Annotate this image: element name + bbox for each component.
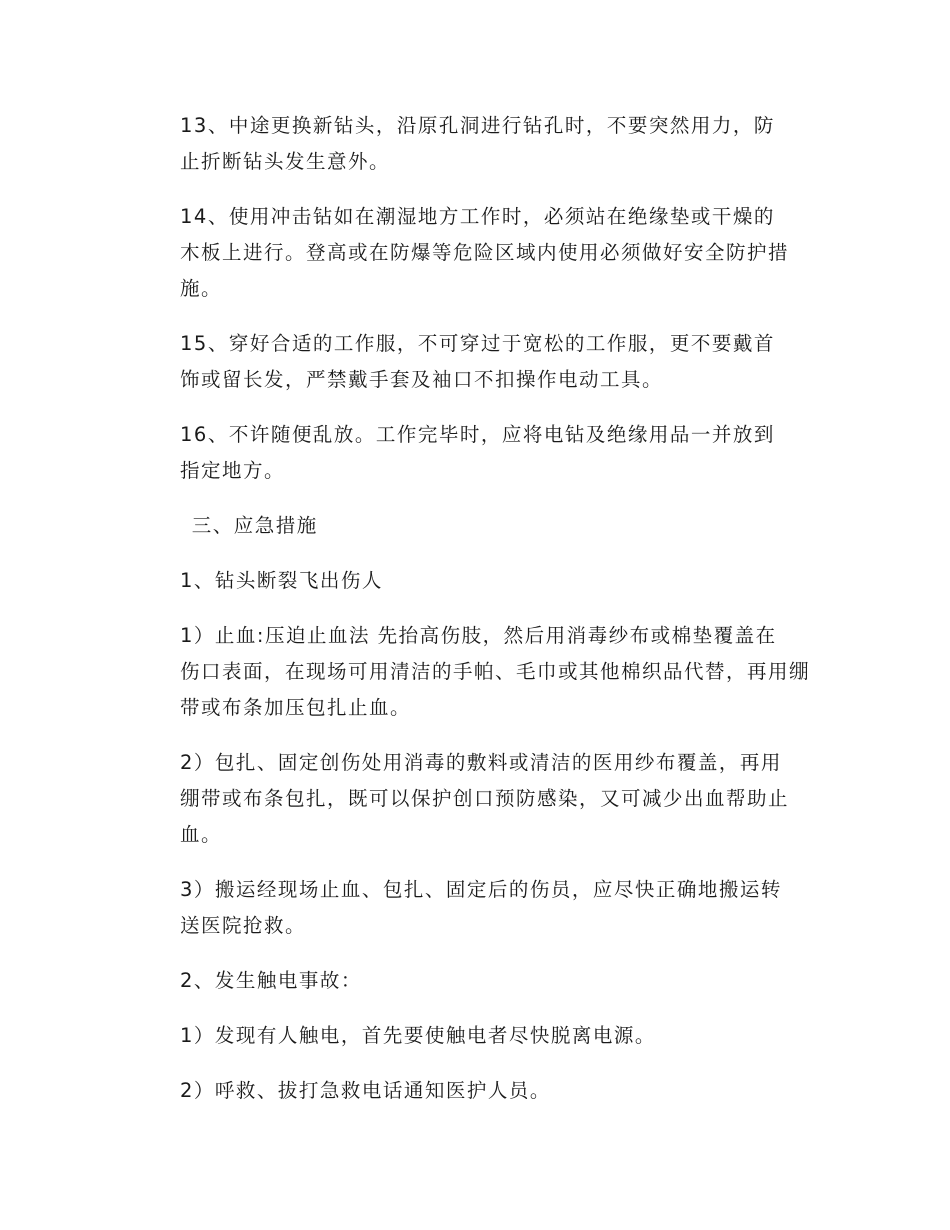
- paragraph-cut-power: [141, 1018, 813, 1054]
- text-line: 15、穿好合适的工作服，不可穿过于宽松的工作服，更不要戴首: [180, 332, 775, 355]
- paragraph-stop-bleeding: [141, 618, 813, 726]
- text-line: 13、中途更换新钻头，沿原孔洞进行钻孔时，不要突然用力，防: [180, 114, 775, 137]
- text-line: 施。: [180, 277, 223, 300]
- text-line: 2）包扎、固定创伤处用消毒的敷料或清洁的医用纱布覆盖，再用: [180, 751, 782, 774]
- text-line: 2）呼救、拔打急救电话通知医护人员。: [180, 1079, 551, 1102]
- text-line: 16、不许随便乱放。工作完毕时，应将电钻及绝缘用品一并放到: [180, 423, 775, 446]
- paragraph-item-14: [141, 199, 813, 307]
- text-line: 带或布条加压包扎止血。: [180, 696, 412, 719]
- text-line: 饰或留长发，严禁戴手套及袖口不扣操作电动工具。: [180, 368, 664, 391]
- paragraph-item-13: [141, 108, 813, 180]
- paragraph-call-emergency: [141, 1073, 813, 1109]
- text-line: 伤口表面，在现场可用清洁的手帕、毛巾或其他棉织品代替，再用绷: [180, 660, 811, 683]
- subheading-electric-shock: [141, 963, 813, 999]
- text-line: 止折断钻头发生意外。: [180, 150, 391, 173]
- text-line: 1）止血:压迫止血法 先抬高伤肢，然后用消毒纱布或棉垫覆盖在: [180, 624, 777, 647]
- subheading-drill-bit-breakage: [141, 563, 813, 599]
- document-body: [141, 108, 813, 1128]
- paragraph-bandage-fixation: [141, 745, 813, 853]
- text-line: 1）发现有人触电，首先要使触电者尽快脱离电源。: [180, 1024, 656, 1047]
- section-heading-emergency-measures: [141, 508, 813, 544]
- text-line: 14、使用冲击钻如在潮湿地方工作时，必须站在绝缘垫或干燥的: [180, 205, 775, 228]
- paragraph-item-16: [141, 417, 813, 489]
- text-line: 木板上进行。登高或在防爆等危险区域内使用必须做好安全防护措: [180, 241, 790, 264]
- paragraph-transport: [141, 872, 813, 944]
- text-line: 绷带或布条包扎，既可以保护创口预防感染，又可减少出血帮助止: [180, 787, 790, 810]
- text-line: 血。: [180, 823, 223, 846]
- text-line: 3）搬运经现场止血、包扎、固定后的伤员，应尽快正确地搬运转: [180, 878, 782, 901]
- text-line: 指定地方。: [180, 459, 286, 482]
- text-line: 送医院抢救。: [180, 914, 307, 937]
- paragraph-item-15: [141, 326, 813, 398]
- text-line: 2、发生触电事故：: [180, 969, 362, 992]
- text-line: 1、钻头断裂飞出伤人: [180, 569, 383, 592]
- heading-text: 三、应急措施: [191, 514, 318, 537]
